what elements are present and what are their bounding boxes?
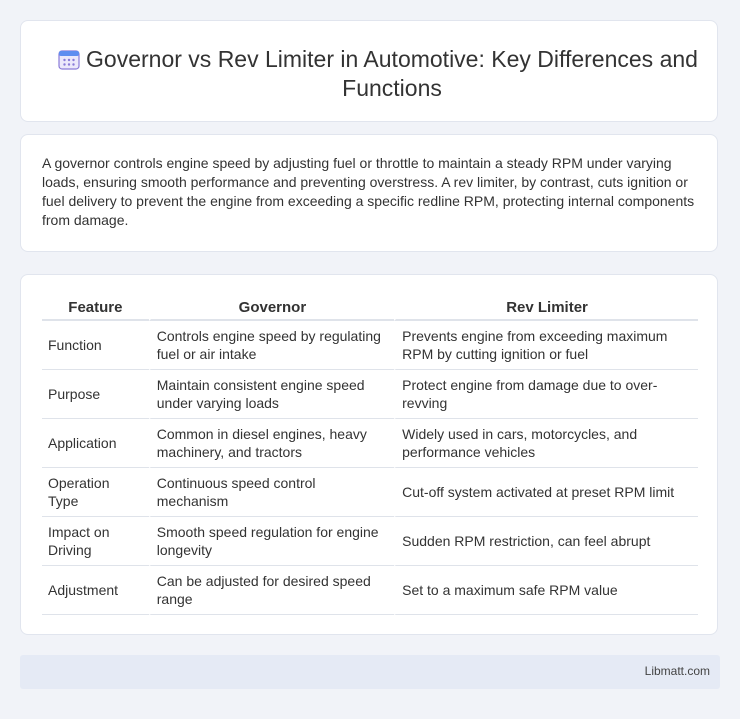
page-title: Governor vs Rev Limiter in Automotive: Key Differences and Functions xyxy=(86,46,698,101)
feature-cell: Operation Type xyxy=(42,468,149,517)
feature-cell: Function xyxy=(42,321,149,370)
footer-brand[interactable]: Libmatt.com xyxy=(644,664,710,678)
table-row xyxy=(42,517,698,566)
table-row xyxy=(42,370,698,419)
rev-limiter-cell: Prevents engine from exceeding maximum RPM by cutting ignition or fuel xyxy=(394,321,698,370)
calendar-icon xyxy=(58,48,80,70)
rev-limiter-cell: Sudden RPM restriction, can feel abrupt xyxy=(394,517,698,566)
governor-cell: Smooth speed regulation for engine longevity xyxy=(149,517,394,566)
rev-limiter-cell: Widely used in cars, motorcycles, and performance vehicles xyxy=(394,419,698,468)
governor-cell: Common in diesel engines, heavy machinery, and tractors xyxy=(149,419,394,468)
table-row xyxy=(42,321,698,370)
intro-paragraph: A governor controls engine speed by adjusting fuel or throttle to maintain a steady RPM under varying loads, ensuring smooth performance and preventing overstress. A rev limiter, by contrast, cuts ignition or fuel delivery to prevent the engine from exceeding a specific redline RPM, protecting internal components from damage. xyxy=(42,155,695,228)
table-row xyxy=(42,566,698,615)
table-row xyxy=(42,468,698,517)
governor-cell: Controls engine speed by regulating fuel or air intake xyxy=(149,321,394,370)
title-card xyxy=(20,20,718,122)
feature-cell: Adjustment xyxy=(42,566,149,615)
header-rev-limiter: Rev Limiter xyxy=(394,295,698,321)
comparison-card xyxy=(20,274,718,635)
header-governor: Governor xyxy=(149,295,394,321)
header-feature: Feature xyxy=(42,295,149,321)
governor-cell: Maintain consistent engine speed under varying loads xyxy=(149,370,394,419)
table-row xyxy=(42,419,698,468)
governor-cell: Can be adjusted for desired speed range xyxy=(149,566,394,615)
feature-cell: Purpose xyxy=(42,370,149,419)
rev-limiter-cell: Protect engine from damage due to over-revving xyxy=(394,370,698,419)
feature-cell: Application xyxy=(42,419,149,468)
rev-limiter-cell: Set to a maximum safe RPM value xyxy=(394,566,698,615)
governor-cell: Continuous speed control mechanism xyxy=(149,468,394,517)
comparison-table xyxy=(42,295,698,615)
rev-limiter-cell: Cut-off system activated at preset RPM limit xyxy=(394,468,698,517)
table-header-row xyxy=(42,295,698,321)
intro-card xyxy=(20,134,718,252)
footer-bar xyxy=(20,655,720,689)
feature-cell: Impact on Driving xyxy=(42,517,149,566)
